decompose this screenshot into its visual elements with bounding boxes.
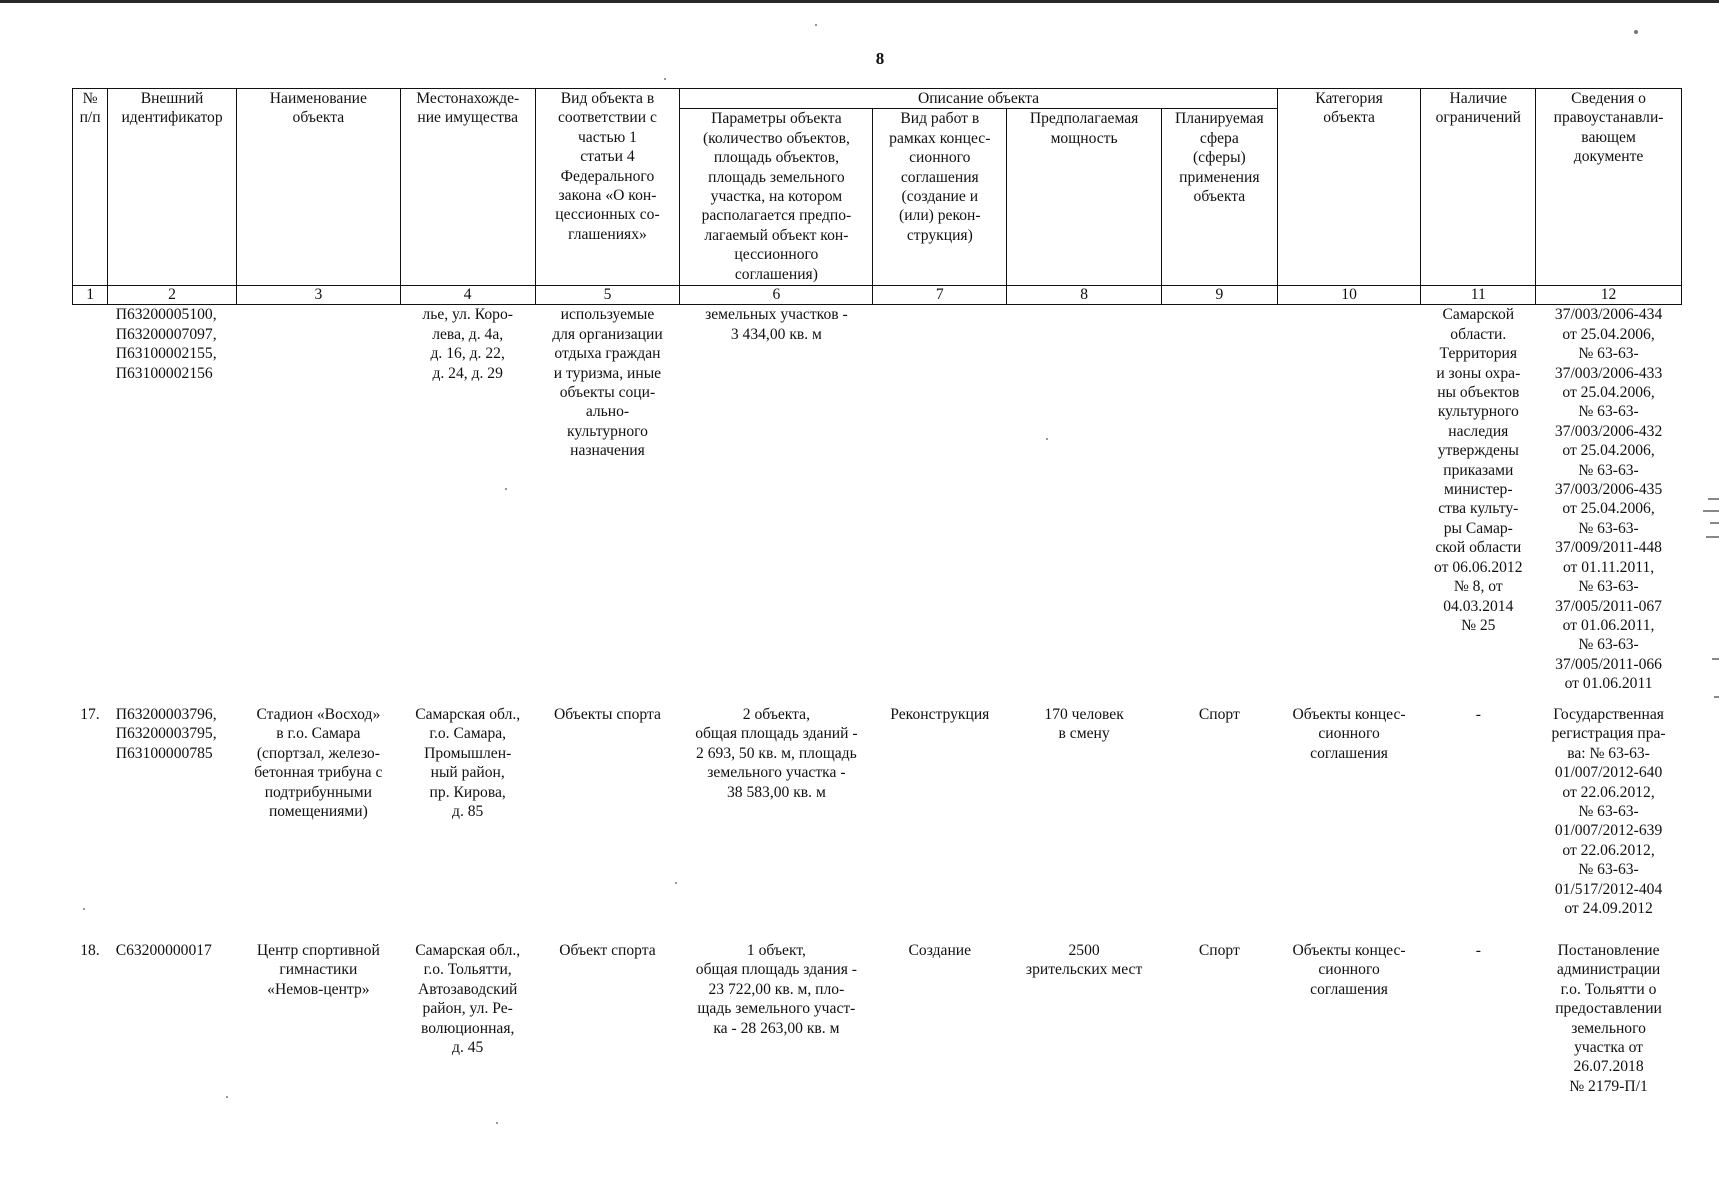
cell-text-line: 37/003/2006-433 [1554, 364, 1663, 382]
cell-category [1277, 705, 1421, 941]
cell-title-document [1536, 941, 1682, 1096]
cell-text-line: 1 объект, [746, 941, 806, 959]
cell-text-line: 37/003/2006-435 [1554, 481, 1663, 499]
cell-text-line: объекта [1323, 109, 1375, 127]
cell-text-line: П63100002155, [115, 345, 217, 363]
cell-text-line: лагаемый объект кон- [704, 226, 849, 244]
cell-text-line: ны объектов [1437, 384, 1520, 402]
cell-text-line: Внешний [140, 90, 204, 107]
cell-sphere [1162, 941, 1278, 1096]
cell-text-line: Наименование [269, 90, 367, 107]
header-col-5 [535, 89, 680, 286]
cell-text-line: объекта [1193, 188, 1246, 206]
cell-text-line: земельного участка - [707, 764, 846, 782]
cell-text-line: гимнастики [279, 961, 358, 979]
header-col-8 [1007, 109, 1162, 286]
cell-text-line: Параметры объекта [711, 110, 842, 128]
cell-object-name [236, 941, 400, 1096]
cell-text-line: № 63-63- [1578, 578, 1639, 596]
cell-text-line: Объекты спорта [553, 705, 661, 723]
scan-speck [1634, 30, 1638, 34]
scan-speck [505, 488, 507, 490]
cell-text-line: ва: № 63-63- [1567, 744, 1650, 762]
cell-restrictions [1421, 941, 1536, 1096]
cell-text-line: площадь объектов, [713, 149, 839, 167]
cell-text-line: 2 объекта, [742, 705, 810, 723]
cell-text-line: культурного [567, 422, 648, 440]
cell-restrictions [1421, 705, 1536, 941]
cell-text-line: 01/517/2012-404 [1554, 880, 1663, 898]
cell-text-line: г.о. Тольятти, [423, 961, 512, 979]
cell-text-line: цессионного [734, 246, 819, 264]
cell-text-line: глашениях» [568, 225, 647, 243]
scan-edge-mark [1703, 510, 1719, 512]
cell-row-number [73, 705, 108, 941]
cell-text-line: № 63-63- [1578, 345, 1639, 363]
cell-text-line: лье, ул. Коро- [422, 306, 513, 324]
cell-object-type [535, 705, 680, 941]
cell-text-line: земельного [1571, 1019, 1646, 1037]
header-group-object-description: Описание объекта [680, 89, 1277, 109]
cell-text-line: рамках концес- [889, 129, 991, 147]
cell-text-line: назначения [570, 442, 645, 460]
cell-text-line: - [1475, 941, 1481, 959]
cell-text-line: № 63-63- [1578, 802, 1639, 820]
cell-text-line: волюционная, [420, 1019, 515, 1037]
cell-text-line: (спортзал, железо- [256, 744, 380, 762]
cell-text-line: П63200003795, [115, 725, 217, 743]
cell-text-line: регистрация пра- [1551, 725, 1666, 743]
column-number: 2 [108, 286, 237, 305]
cell-text-line: Объекты концес- [1292, 941, 1406, 959]
cell-text-line: бетонная трибуна с [254, 764, 383, 782]
cell-text-line: 2 693, 50 кв. м, площадь [696, 744, 857, 762]
table-row-continued [73, 305, 1682, 705]
cell-text-line: № [82, 90, 98, 107]
header-col-1 [73, 89, 108, 286]
scan-speck [664, 78, 666, 80]
cell-text-line: струкция) [906, 226, 973, 244]
cell-work-type [873, 705, 1007, 941]
header-col-3 [236, 89, 400, 286]
cell-text-line: сфера [1199, 129, 1239, 147]
cell-text-line: мощность [1050, 129, 1118, 147]
cell-text-line: от 22.06.2012, [1562, 841, 1655, 859]
concession-objects-table [72, 88, 1682, 1096]
cell-text-line: располагается предпо- [701, 207, 852, 225]
cell-work-type [873, 305, 1007, 705]
cell-sphere [1162, 305, 1278, 705]
cell-text-line: (количество объектов, [702, 129, 850, 147]
cell-text-line: Вид объекта в [560, 90, 655, 107]
cell-text-line: 04.03.2014 [1443, 597, 1514, 615]
cell-text-line: д. 24, д. 29 [432, 364, 503, 382]
cell-text-line: П63100000785 [115, 744, 213, 762]
cell-category [1277, 941, 1421, 1096]
cell-sphere [1162, 705, 1278, 941]
cell-text-line: д. 45 [452, 1038, 484, 1056]
cell-text-line: вающем [1581, 128, 1636, 146]
cell-object-type [535, 941, 680, 1096]
cell-text-line: Создание [908, 941, 972, 959]
cell-text-line: ограничений [1435, 109, 1521, 127]
cell-text-line: для организации [552, 325, 663, 343]
cell-text-line: 37/003/2006-432 [1554, 422, 1663, 440]
cell-text-line: Федерального [560, 167, 655, 185]
cell-text-line: пр. Кирова, [429, 783, 506, 801]
cell-text-line: от 01.06.2011, [1562, 616, 1655, 634]
cell-external-id [108, 305, 237, 705]
cell-text-line: Самарской [1442, 306, 1515, 324]
cell-object-name [236, 305, 400, 705]
cell-text-line: 01/007/2012-640 [1554, 764, 1663, 782]
cell-text-line: № 63-63- [1578, 636, 1639, 654]
cell-text-line: от 06.06.2012 [1434, 558, 1523, 576]
cell-text-line: от 25.04.2006, [1562, 325, 1655, 343]
cell-text-line: сионного [909, 149, 971, 167]
cell-text-line: 01/007/2012-639 [1554, 822, 1663, 840]
header-col-7 [873, 109, 1007, 286]
cell-capacity [1007, 705, 1162, 941]
cell-text-line: Спорт [1198, 705, 1240, 723]
cell-object-name [236, 705, 400, 941]
cell-text-line: Центр спортивной [256, 941, 380, 959]
column-number: 11 [1421, 286, 1536, 305]
cell-text-line: министер- [1444, 481, 1513, 499]
cell-text-line: г.о. Самара, [429, 725, 507, 743]
cell-text-line: Наличие [1449, 90, 1508, 107]
cell-text-line: Территория [1439, 345, 1518, 363]
cell-text-line: - [1475, 705, 1481, 723]
cell-text-line: документе [1573, 148, 1644, 166]
cell-text-line: 37/005/2011-067 [1555, 597, 1662, 615]
column-number: 6 [680, 286, 873, 305]
scan-edge-mark [1712, 658, 1719, 660]
cell-text-line: соглашения [1310, 744, 1388, 762]
cell-text-line: Объект спорта [559, 941, 656, 959]
cell-text-line: Спорт [1198, 941, 1240, 959]
cell-text-line: предоставлении [1555, 1000, 1662, 1018]
cell-text-line: 37/005/2011-066 [1555, 655, 1662, 673]
cell-text-line: Местонахожде- [416, 90, 520, 107]
column-number-row [73, 286, 1682, 305]
cell-text-line: 170 человек [1044, 705, 1124, 723]
cell-text-line: № 63-63- [1578, 461, 1639, 479]
cell-text-line: цессионных со- [555, 206, 660, 224]
cell-text-line: приказами [1443, 461, 1514, 479]
cell-text-line: от 25.04.2006, [1562, 500, 1655, 518]
scan-speck [1046, 438, 1048, 440]
cell-text-line: Стадион «Восход» [256, 705, 381, 723]
cell-text-line: (или) рекон- [899, 207, 981, 225]
cell-text-line: общая площадь зданий - [695, 725, 858, 743]
cell-text-line: д. 85 [452, 802, 484, 820]
cell-text-line: г.о. Тольятти о [1560, 980, 1657, 998]
cell-text-line: ный район, [430, 764, 505, 782]
cell-text-line: применения [1179, 168, 1260, 186]
header-col-10 [1277, 89, 1421, 286]
cell-text-line: отдыха граждан [554, 345, 661, 363]
cell-text-line: Самарская обл., [415, 705, 521, 723]
cell-text-line: 37/009/2011-448 [1555, 539, 1662, 557]
cell-text-line: наследия [1448, 422, 1509, 440]
cell-text-line: П63100002156 [115, 364, 213, 382]
cell-text-line: Реконструкция [890, 705, 990, 723]
cell-text-line: и туризма, иные [553, 364, 662, 382]
cell-text-line: П63200003796, [115, 705, 217, 723]
table-row-18 [73, 941, 1682, 1096]
cell-text-line: Категория [1315, 90, 1383, 107]
cell-text-line: используемые [560, 306, 655, 324]
cell-row-number [73, 941, 108, 1096]
column-number: 7 [873, 286, 1007, 305]
cell-capacity [1007, 305, 1162, 705]
cell-text-line: земельных участков - [705, 306, 848, 324]
cell-text-line: от 01.06.2011 [1564, 675, 1653, 693]
header-col-2 [108, 89, 237, 286]
scan-speck [675, 882, 677, 884]
cell-text-line: Автозаводский [417, 980, 518, 998]
top-border-line [0, 0, 1719, 3]
cell-text-line: № 63-63- [1578, 519, 1639, 537]
cell-text-line: соответствии с [557, 109, 657, 127]
scan-speck [226, 1096, 228, 1098]
cell-text-line: закона «О кон- [558, 187, 657, 205]
cell-text-line: д. 16, д. 22, [430, 345, 505, 363]
cell-category [1277, 305, 1421, 705]
cell-text-line: и зоны охра- [1436, 364, 1521, 382]
cell-text-line: «Немов-центр» [267, 980, 370, 998]
cell-text-line: от 01.11.2011, [1562, 558, 1655, 576]
cell-text-line: № 63-63- [1578, 861, 1639, 879]
column-number: 12 [1536, 286, 1682, 305]
cell-text-line: утверждены [1437, 442, 1519, 460]
cell-parameters [680, 941, 873, 1096]
cell-text-line: сионного [1318, 725, 1380, 743]
cell-text-line: в смену [1058, 725, 1110, 743]
cell-text-line: частью 1 [577, 128, 637, 146]
cell-text-line: Сведения о [1571, 90, 1646, 107]
cell-text-line: помещениями) [268, 802, 368, 820]
scan-edge-mark [1708, 498, 1719, 500]
cell-restrictions [1421, 305, 1536, 705]
cell-text-line: соглашения [900, 168, 979, 186]
header-col-4 [400, 89, 535, 286]
scan-edge-mark [1710, 522, 1719, 524]
cell-text-line: идентификатор [121, 109, 223, 127]
cell-text-line: участка, на котором [710, 188, 843, 206]
cell-text-line: 2500 [1068, 941, 1100, 959]
column-number: 4 [400, 286, 535, 305]
scan-speck [83, 908, 85, 910]
scan-edge-mark [1706, 536, 1719, 538]
cell-text-line: лева, д. 4а, [432, 325, 504, 343]
cell-text-line: ства культу- [1438, 500, 1519, 518]
cell-text-line: культурного [1437, 403, 1519, 421]
cell-text-line: Вид работ в [900, 110, 980, 128]
cell-text-line: от 25.04.2006, [1562, 384, 1655, 402]
cell-text-line: правоустанавли- [1553, 109, 1664, 127]
cell-text-line: области. [1450, 325, 1507, 343]
cell-text-line: 23 722,00 кв. м, пло- [708, 980, 845, 998]
cell-location [400, 305, 535, 705]
column-number: 1 [73, 286, 108, 305]
cell-text-line: Промышлен- [424, 744, 512, 762]
cell-text-line: в г.о. Самара [276, 725, 361, 743]
cell-text-line: администрации [1556, 961, 1661, 979]
cell-text-line: Планируемая [1175, 110, 1264, 128]
column-number: 3 [236, 286, 400, 305]
cell-text-line: объекты соци- [559, 384, 656, 402]
cell-text-line: участка от [1574, 1038, 1643, 1056]
cell-text-line: ние имущества [417, 109, 519, 127]
cell-text-line: 26.07.2018 [1573, 1058, 1644, 1076]
cell-text-line: 37/003/2006-434 [1554, 306, 1663, 324]
cell-text-line: Постановление [1557, 941, 1660, 959]
cell-text-line: С63200000017 [115, 941, 212, 959]
page-number: 8 [875, 49, 885, 68]
cell-external-id [108, 705, 237, 941]
cell-text-line: Объекты концес- [1292, 705, 1406, 723]
cell-text-line: 38 583,00 кв. м [726, 783, 826, 801]
cell-text-line: Самарская обл., [415, 941, 521, 959]
cell-text-line: статьи 4 [580, 148, 635, 166]
cell-text-line: соглашения [1310, 980, 1388, 998]
cell-text-line: соглашения) [734, 265, 818, 283]
cell-text-line: П63200007097, [115, 325, 217, 343]
cell-text-line: район, ул. Ре- [422, 1000, 513, 1018]
cell-text-line: зрительских мест [1025, 961, 1143, 979]
cell-text-line: п/п [79, 109, 101, 127]
cell-capacity [1007, 941, 1162, 1096]
header-col-12 [1536, 89, 1682, 286]
table-row-17 [73, 705, 1682, 941]
cell-text-line: Предполагаемая [1029, 110, 1139, 128]
cell-parameters [680, 705, 873, 941]
header-row-top [73, 89, 1682, 109]
cell-text-line: от 25.04.2006, [1562, 442, 1655, 460]
cell-text-line: сионного [1318, 961, 1380, 979]
header-col-9 [1162, 109, 1278, 286]
cell-text-line: ской области [1435, 539, 1522, 557]
cell-text-line: (создание и [901, 188, 979, 206]
cell-text-line: щадь земельного участ- [697, 1000, 856, 1018]
cell-text-line: подтрибунными [264, 783, 372, 801]
cell-location [400, 941, 535, 1096]
cell-title-document [1536, 705, 1682, 941]
column-number: 9 [1162, 286, 1278, 305]
header-col-6 [680, 109, 873, 286]
cell-text-line: ры Самар- [1443, 519, 1513, 537]
cell-text-line: от 22.06.2012, [1562, 783, 1655, 801]
cell-text-line: 17. [80, 705, 100, 723]
cell-text-line: общая площадь здания - [695, 961, 857, 979]
column-number: 8 [1007, 286, 1162, 305]
scan-speck [815, 24, 817, 26]
cell-text-line: объекта [292, 109, 345, 127]
scan-edge-mark [1714, 696, 1719, 698]
cell-text-line: № 25 [1461, 616, 1496, 634]
cell-external-id [108, 941, 237, 1096]
cell-parameters [680, 305, 873, 705]
cell-text-line: ка - 28 263,00 кв. м [713, 1019, 840, 1037]
cell-object-type [535, 305, 680, 705]
cell-text-line: № 8, от [1453, 578, 1503, 596]
cell-text-line: 18. [80, 941, 100, 959]
cell-text-line: (сферы) [1192, 149, 1246, 167]
cell-work-type [873, 941, 1007, 1096]
cell-title-document [1536, 305, 1682, 705]
scan-speck [496, 1122, 498, 1124]
cell-text-line: № 2179-П/1 [1569, 1077, 1648, 1095]
header-col-11 [1421, 89, 1536, 286]
cell-text-line: от 24.09.2012 [1564, 899, 1653, 917]
cell-text-line: № 63-63- [1578, 403, 1639, 421]
cell-location [400, 705, 535, 941]
cell-text-line: ально- [585, 403, 630, 421]
cell-row-number [73, 305, 108, 705]
cell-text-line: площадь земельного [708, 168, 845, 186]
column-number: 5 [535, 286, 680, 305]
cell-text-line: П63200005100, [115, 306, 217, 324]
cell-text-line: Государственная [1553, 705, 1664, 723]
cell-text-line: 3 434,00 кв. м [730, 325, 822, 343]
column-number: 10 [1277, 286, 1421, 305]
